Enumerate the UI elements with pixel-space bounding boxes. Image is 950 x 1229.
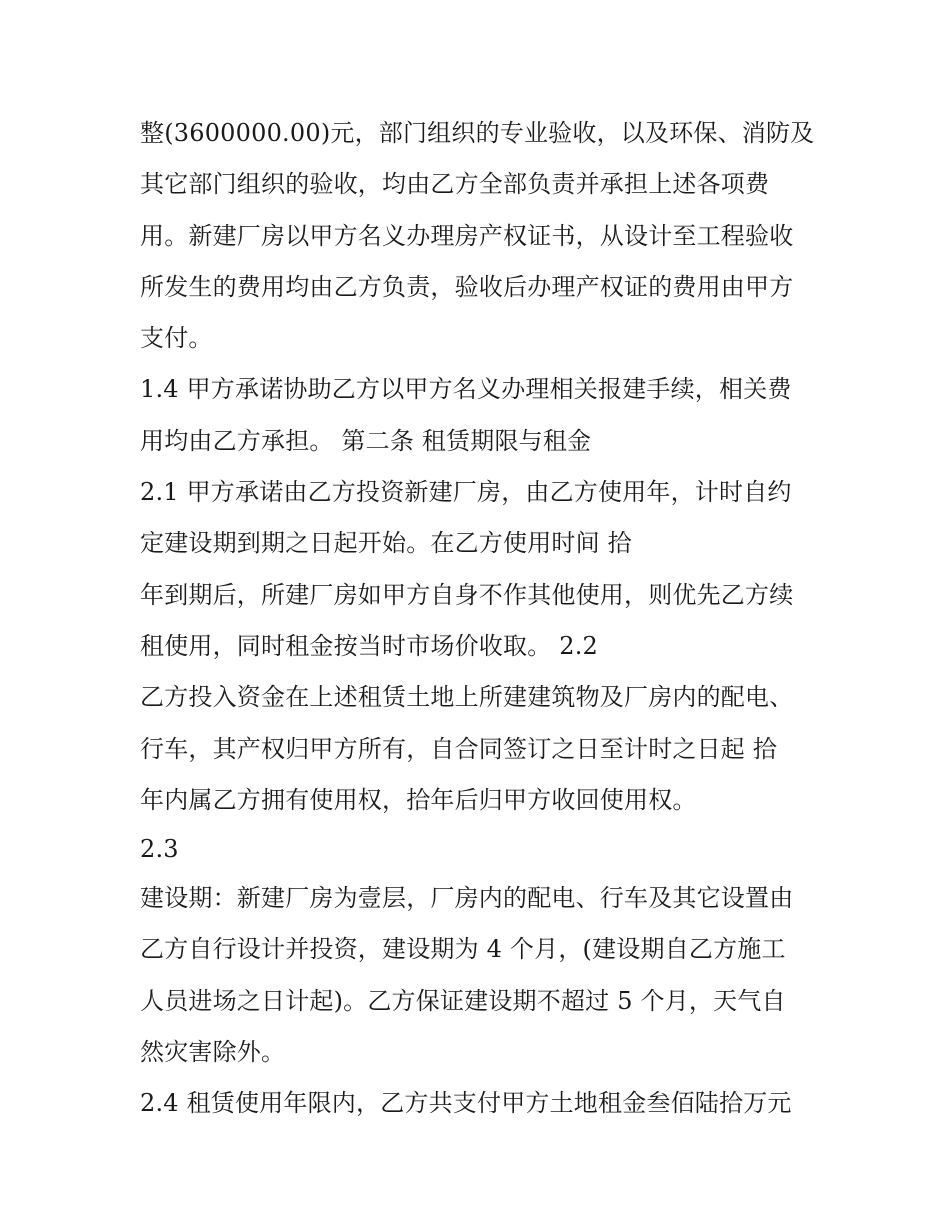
text-line-20: 2.4 租赁使用年限内，乙方共支付甲方土地租金叁佰陆拾万元 (140, 1089, 792, 1118)
text-line-15: 2.3 (140, 835, 179, 864)
text-line-6: 1.4 甲方承诺协助乙方以甲方名义办理相关报建手续，相关费 (140, 375, 792, 404)
text-line-4: 所发生的费用均由乙方负责，验收后办理产权证的费用由甲方 (140, 272, 794, 301)
text-line-19: 然灾害除外。 (140, 1038, 286, 1067)
text-line-13: 行车，其产权归甲方所有，自合同签订之日至计时之日起 拾 (140, 734, 778, 763)
text-line-9: 定建设期到期之日起开始。在乙方使用时间 拾 (140, 529, 632, 558)
text-line-14: 年内属乙方拥有使用权，拾年后归甲方收回使用权。 (140, 785, 697, 814)
text-line-10: 年到期后，所建厂房如甲方自身不作其他使用，则优先乙方续 (140, 580, 794, 609)
text-line-18: 人员进场之日计起)。乙方保证建设期不超过 5 个月，天气自 (140, 986, 786, 1015)
text-line-5: 支付。 (140, 324, 213, 353)
text-line-7: 用均由乙方承担。 第二条 租赁期限与租金 (140, 426, 592, 455)
text-line-17: 乙方自行设计并投资，建设期为 4 个月，(建设期自乙方施工 (140, 935, 786, 964)
document-page (140, 108, 830, 1130)
text-line-11: 租使用，同时租金按当时市场价收取。 2.2 (140, 631, 598, 660)
text-line-1: 整(3600000.00)元，部门组织的专业验收，以及环保、消防及 (140, 119, 815, 147)
text-line-16: 建设期：新建厂房为壹层，厂房内的配电、行车及其它设置由 (140, 884, 794, 913)
text-line-3: 用。新建厂房以甲方名义办理房产权证书，从设计至工程验收 (140, 221, 794, 250)
text-line-2: 其它部门组织的验收，均由乙方全部负责并承担上述各项费 (140, 170, 770, 199)
text-line-8: 2.1 甲方承诺由乙方投资新建厂房，由乙方使用年，计时自约 (140, 478, 792, 507)
text-line-12: 乙方投入资金在上述租赁土地上所建建筑物及厂房内的配电、 (140, 683, 794, 712)
